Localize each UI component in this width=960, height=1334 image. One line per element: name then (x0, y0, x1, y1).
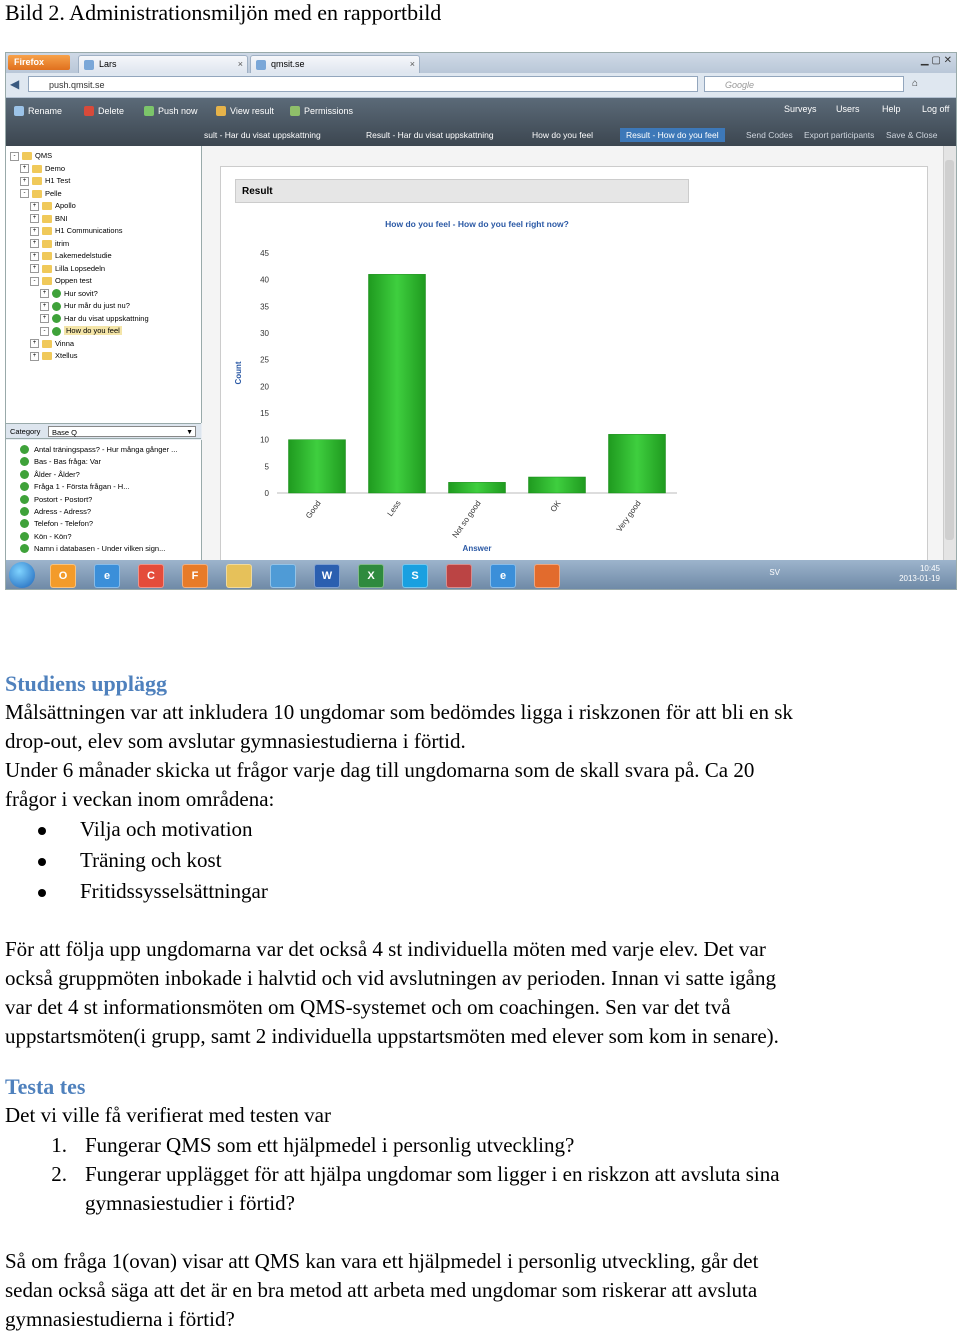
taskbar-app-icon[interactable]: O (50, 564, 76, 588)
tree-item-label: Vinna (55, 338, 75, 348)
question-label: Ålder - Ålder? (34, 469, 80, 479)
expand-icon[interactable]: + (30, 227, 39, 236)
breadcrumb-item[interactable]: sult - Har du visat uppskattning (204, 130, 321, 140)
chart-title: How do you feel - How do you feel right now? (385, 219, 569, 229)
expand-icon[interactable]: + (30, 239, 39, 248)
y-tick-label: 25 (260, 355, 269, 365)
y-tick-label: 0 (264, 489, 269, 498)
y-tick-label: 5 (264, 462, 269, 472)
tree-item[interactable] (40, 288, 98, 300)
browser-tabbar (6, 53, 956, 73)
close-icon[interactable]: × (237, 59, 243, 69)
question-list (6, 440, 202, 560)
bullet-text: Fritidssysselsättningar (80, 879, 268, 903)
question-icon (20, 544, 29, 553)
tree-item-label: Hur sovit? (64, 288, 98, 298)
expand-icon[interactable]: + (20, 164, 29, 173)
question-label: Antal träningspass? - Hur många gånger ... (34, 445, 178, 454)
question-icon (20, 457, 29, 466)
clock-time: 10:45 (919, 564, 940, 573)
category-bar (6, 423, 201, 439)
bar (609, 434, 666, 493)
question-label: Namn i databasen - Under vilken sign... (34, 544, 166, 554)
y-tick-label: 45 (260, 249, 269, 258)
permissions-button[interactable] (290, 104, 353, 118)
push-icon (144, 106, 154, 116)
tree-item-label: itrim (55, 238, 70, 248)
taskbar-app-icon[interactable]: S (402, 564, 428, 588)
tree-item-label: Xtellus (55, 351, 78, 360)
expand-icon[interactable]: + (30, 202, 39, 211)
system-tray (769, 564, 940, 584)
firefox-menu-button[interactable]: Firefox (8, 55, 70, 70)
expand-icon[interactable]: + (30, 252, 39, 261)
start-button[interactable] (9, 562, 35, 588)
breadcrumb-item-active[interactable]: Result - How do you feel (620, 128, 725, 142)
question-icon (52, 314, 61, 323)
delete-icon (84, 106, 94, 116)
question-icon (20, 507, 29, 516)
tree-item[interactable] (10, 150, 52, 162)
question-icon (20, 532, 29, 541)
breadcrumb-item[interactable]: How do you feel (532, 130, 593, 140)
paragraph-line: Så om fråga 1(ovan) visar att QMS kan vara ett hjälpmedel i personlig utveckling, går det (5, 1249, 759, 1273)
tree-item-label: BNI (55, 213, 68, 223)
tab-title: qmsit.se (271, 59, 305, 69)
folder-icon (42, 215, 52, 223)
paragraph-line: Under 6 månader skicka ut frågor varje dag till ungdomarna som de skall svara på. Ca 20 (5, 758, 755, 782)
folder-icon (42, 240, 52, 248)
chevron-down-icon: ▼ (186, 429, 193, 436)
collapse-icon[interactable]: - (20, 189, 29, 198)
folder-icon (42, 340, 52, 348)
item-number: 2. (51, 1162, 67, 1186)
tree-item[interactable] (40, 300, 130, 312)
folder-icon (42, 252, 52, 260)
collapse-icon[interactable]: - (10, 152, 19, 161)
tab-title: Lars (99, 59, 117, 69)
question-list-item[interactable] (20, 531, 72, 543)
question-icon (20, 519, 29, 528)
taskbar-app-icon[interactable] (226, 564, 252, 588)
question-list-item[interactable] (20, 456, 101, 468)
save-close-button[interactable]: Save & Close (886, 130, 938, 140)
language-indicator[interactable]: SV (769, 568, 780, 577)
button-label: Delete (98, 106, 125, 116)
log-off-button[interactable]: Log off (922, 104, 950, 114)
paragraph-line: också gruppmöten inbokade i halvtid och vid avslutningen av perioden. Innan vi satte igång (5, 966, 776, 990)
paragraph-line: sedan också säga att det är en bra metod att arbeta med ungdomar som riskerar att avsluta (5, 1278, 758, 1302)
folder-icon (42, 227, 52, 235)
tree-item-label: Har du visat uppskattning (64, 313, 149, 323)
question-list-item[interactable] (20, 506, 91, 518)
item-text: Fungerar QMS som ett hjälpmedel i personlig utveckling? (85, 1133, 575, 1157)
tree-item[interactable] (30, 338, 74, 350)
question-label: Bas - Bas fråga: Var (34, 457, 101, 467)
tree-item-label: Demo (45, 163, 66, 173)
expand-icon[interactable]: + (30, 339, 39, 348)
tree-item[interactable] (30, 213, 68, 225)
paragraph-line: Målsättningen var att inkludera 10 ungdomar som bedömdes ligga i riskzonen för att bli en sk (5, 700, 793, 724)
expand-icon[interactable]: + (40, 289, 49, 298)
folder-icon (32, 177, 42, 185)
question-icon (20, 470, 29, 479)
y-axis-label: Count (234, 361, 243, 385)
users-button[interactable]: Users (836, 104, 860, 114)
folder-icon (42, 202, 52, 210)
question-list-item[interactable] (20, 481, 129, 493)
button-label: Permissions (304, 106, 354, 116)
tree-item[interactable] (20, 163, 65, 175)
result-header: Result (235, 179, 689, 203)
tree-item-label: Lilla Lopsedeln (55, 263, 106, 273)
favicon-icon (256, 60, 266, 70)
folder-icon (22, 152, 32, 160)
clock-date: 2013-01-19 (899, 574, 940, 583)
button-label: Rename (28, 106, 63, 116)
question-label: Adress - Adress? (34, 507, 92, 516)
folder-icon (42, 265, 52, 273)
paragraph-line: gymnasiestudierna i förtid? (5, 1307, 235, 1331)
url-input[interactable]: push.qmsit.se (28, 76, 698, 92)
item-text: gymnasiestudier i förtid? (85, 1191, 295, 1215)
question-list-item[interactable] (20, 444, 177, 456)
collapse-icon[interactable]: - (30, 277, 39, 286)
delete-button[interactable] (84, 104, 124, 118)
bullet-text: Vilja och motivation (80, 817, 253, 841)
question-list-item[interactable] (20, 518, 93, 530)
tree-item-label: How do you feel (66, 326, 120, 335)
tree-item[interactable] (30, 275, 92, 287)
send-codes-button[interactable]: Send Codes (746, 130, 793, 140)
y-tick-label: 35 (260, 302, 269, 312)
screenshot (5, 52, 957, 590)
question-icon (52, 302, 61, 311)
taskbar-app-icon[interactable]: e (94, 564, 120, 588)
category-value: Base Q (52, 428, 78, 437)
browser-tab[interactable] (250, 55, 420, 73)
folder-icon (42, 352, 52, 360)
tree-item-label: Lakemedelstudie (55, 251, 112, 260)
view-result-button[interactable] (216, 104, 274, 118)
tree-item-label: QMS (35, 151, 53, 160)
y-tick-label: 15 (260, 409, 269, 418)
question-list-item[interactable] (20, 543, 165, 555)
taskbar-app-icon[interactable] (534, 564, 560, 588)
tree-item[interactable] (30, 263, 105, 275)
paragraph-line: frågor i veckan inom områdena: (5, 787, 275, 811)
expand-icon[interactable]: + (30, 264, 39, 273)
taskbar-app-icon[interactable]: F (182, 564, 208, 588)
y-tick-label: 40 (260, 275, 269, 285)
expand-icon[interactable]: + (40, 314, 49, 323)
expand-icon[interactable]: + (30, 214, 39, 223)
navigation-bar (6, 73, 956, 98)
result-panel (220, 166, 928, 562)
tree-item[interactable] (30, 200, 76, 212)
collapse-icon[interactable]: - (40, 327, 49, 336)
paragraph-line: uppstartsmöten(i grupp, samt 2 individuella uppstartsmöten med elever som kom in senare). (5, 1024, 779, 1048)
tree-item[interactable] (20, 175, 70, 187)
home-icon[interactable]: ⌂ (912, 78, 919, 89)
x-tick-label: Not so good (450, 498, 483, 540)
back-icon[interactable]: ◀ (10, 77, 20, 91)
tree-item[interactable] (30, 250, 112, 262)
survey-tree (6, 146, 202, 423)
bar-chart (227, 213, 707, 553)
taskbar (6, 560, 956, 589)
question-icon (52, 289, 61, 298)
taskbar-app-icon[interactable]: X (358, 564, 384, 588)
taskbar-app-icon[interactable]: e (490, 564, 516, 588)
close-icon[interactable]: × (409, 59, 415, 69)
tree-item-label: Hur mår du just nu? (64, 301, 130, 310)
x-tick-label: Less (385, 498, 403, 518)
expand-icon[interactable]: + (40, 302, 49, 311)
bar (369, 274, 426, 493)
item-number: 1. (51, 1133, 67, 1157)
tree-item-label: Oppen test (55, 276, 92, 285)
surveys-button[interactable]: Surveys (784, 104, 817, 114)
expand-icon[interactable]: + (30, 352, 39, 361)
tree-item[interactable] (40, 313, 149, 325)
app-toolbar (6, 98, 956, 146)
x-axis-label: Answer (462, 544, 492, 553)
help-button[interactable]: Help (882, 104, 901, 114)
breadcrumb-item[interactable]: Result - Har du visat uppskattning (366, 130, 494, 140)
y-tick-label: 20 (260, 382, 269, 392)
question-label: Fråga 1 - Första frågan - H... (34, 482, 130, 492)
item-text: Fungerar upplägget för att hjälpa ungdomar som ligger i en riskzon att avsluta sina (85, 1162, 780, 1186)
rename-icon (14, 106, 24, 116)
scrollbar-thumb[interactable] (945, 160, 954, 540)
bullet-icon (38, 889, 46, 897)
x-tick-label: Very good (614, 498, 643, 534)
button-label: View result (230, 106, 274, 116)
permissions-icon (290, 106, 300, 116)
window-controls[interactable]: ▁ ▢ ✕ (920, 55, 952, 66)
x-tick-label: Good (304, 498, 323, 521)
chart-icon (216, 106, 226, 116)
question-list-item[interactable] (20, 469, 80, 481)
x-tick-label: OK (548, 498, 563, 514)
folder-icon (42, 277, 52, 285)
rename-button[interactable] (14, 104, 62, 118)
tree-item[interactable] (30, 238, 69, 250)
question-icon (20, 445, 29, 454)
category-label: Category (10, 427, 41, 436)
section-heading: Testa tes (5, 1074, 86, 1099)
folder-icon (32, 190, 42, 198)
bullet-icon (38, 858, 46, 866)
button-label: Push now (158, 106, 198, 116)
question-label: Kön - Kön? (34, 531, 72, 541)
figure-caption: Bild 2. Administrationsmiljön med en rapportbild (5, 0, 442, 25)
category-select[interactable] (48, 426, 196, 437)
y-tick-label: 30 (260, 329, 269, 338)
paragraph-line: Det vi ville få verifierat med testen var (5, 1103, 331, 1127)
question-label: Postort - Postort? (34, 494, 93, 504)
taskbar-app-icon[interactable]: C (138, 564, 164, 588)
paragraph-line: För att följa upp ungdomarna var det också 4 st individuella möten med varje elev. Det var (5, 937, 766, 961)
tree-item-label: H1 Test (45, 176, 71, 185)
bullet-icon (38, 827, 46, 835)
question-label: Telefon - Telefon? (34, 519, 94, 529)
tree-item[interactable] (20, 188, 62, 200)
bar (289, 440, 346, 493)
export-participants-button[interactable]: Export participants (804, 130, 875, 140)
bar (529, 477, 586, 493)
question-icon (52, 327, 61, 336)
favicon-icon (84, 60, 94, 70)
taskbar-app-icon[interactable] (270, 564, 296, 588)
browser-tab[interactable] (78, 55, 248, 73)
result-area (202, 146, 956, 560)
question-icon (20, 495, 29, 504)
search-input[interactable]: Google (704, 76, 904, 92)
expand-icon[interactable]: + (20, 177, 29, 186)
section-heading: Studiens upplägg (5, 671, 168, 696)
tree-item[interactable] (30, 350, 78, 362)
bar (449, 482, 506, 493)
paragraph-line: drop-out, elev som avslutar gymnasiestudierna i förtid. (5, 729, 466, 753)
vertical-scrollbar[interactable] (943, 146, 956, 560)
push-now-button[interactable] (144, 104, 198, 118)
taskbar-app-icon[interactable]: W (314, 564, 340, 588)
taskbar-app-icon[interactable] (446, 564, 472, 588)
bullet-text: Träning och kost (80, 848, 222, 872)
tree-item-label: H1 Communications (55, 226, 123, 235)
question-list-item[interactable] (20, 494, 92, 506)
tree-item-label: Apollo (55, 201, 76, 210)
paragraph-line: var det 4 st informationsmöten om QMS-systemet och om coachingen. Sen var det två (5, 995, 731, 1019)
question-icon (20, 482, 29, 491)
folder-icon (32, 165, 42, 173)
tree-item[interactable] (30, 225, 123, 237)
tree-item-label: Pelle (45, 188, 62, 198)
tree-item[interactable] (40, 325, 122, 337)
y-tick-label: 10 (260, 435, 269, 445)
